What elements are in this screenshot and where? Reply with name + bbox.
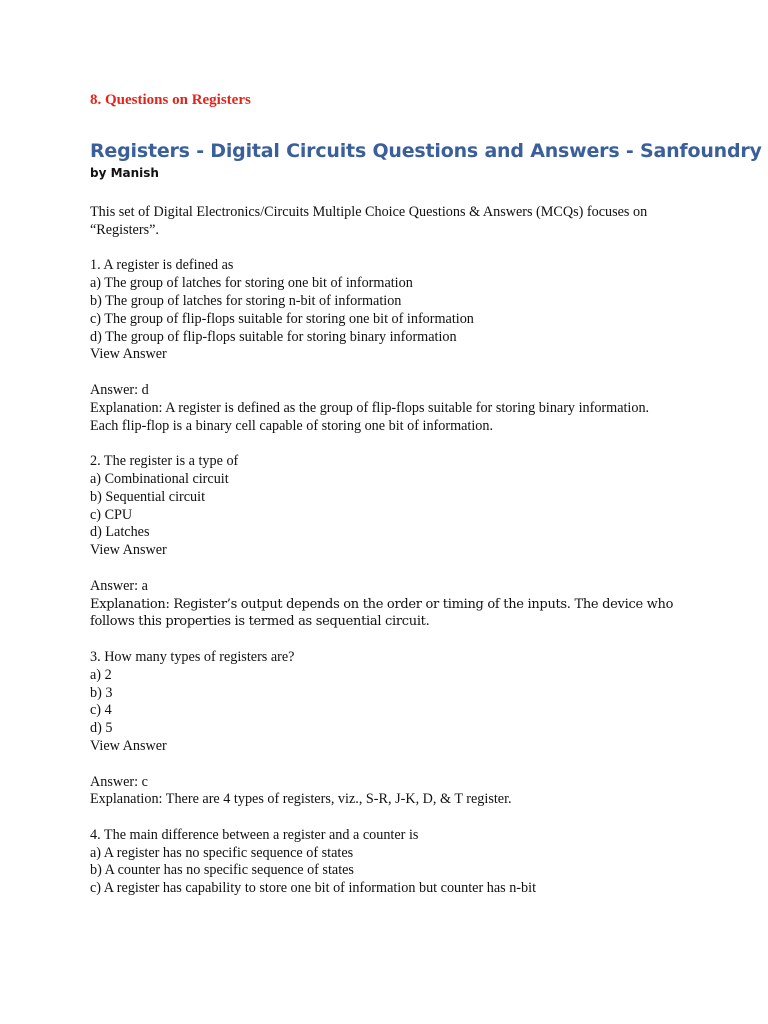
question-2: 2. The register is a type of [90, 453, 239, 470]
question-2-answer: Answer: a [90, 577, 148, 594]
question-2-option-a: a) Combinational circuit [90, 470, 229, 487]
page-title: Registers - Digital Circuits Questions and Answers - Sanfoundry [90, 140, 762, 162]
question-3-option-c: c) 4 [90, 702, 112, 719]
question-1-view-answer: View Answer [90, 346, 167, 363]
question-4-option-c: c) A register has capability to store one bit of information but counter has n-bit [90, 880, 537, 897]
question-3-view-answer: View Answer [90, 737, 167, 754]
question-1-option-b: b) The group of latches for storing n-bit of information [90, 292, 402, 309]
question-3-option-b: b) 3 [90, 684, 113, 701]
question-4-option-b: b) A counter has no specific sequence of states [90, 862, 354, 879]
question-1-option-a: a) The group of latches for storing one bit of information [90, 275, 413, 292]
question-1-answer: Answer: d [90, 381, 149, 398]
section-heading: 8. Questions on Registers [90, 92, 251, 108]
question-2-view-answer: View Answer [90, 542, 167, 559]
question-3-option-d: d) 5 [90, 720, 113, 737]
question-4-option-a: a) A register has no specific sequence of states [90, 844, 354, 861]
question-1-explanation: Explanation: A register is defined as the group of flip-flops suitable for storing binary information. Each flip-flop is a binary cell capable of storing one bit of information. [90, 399, 650, 434]
question-3-explanation: Explanation: There are 4 types of registers, viz., S-R, J-K, D, & T register. [90, 791, 512, 808]
question-1-option-d: d) The group of flip-flops suitable for storing binary information [90, 328, 457, 345]
question-3-answer: Answer: c [90, 773, 148, 790]
question-2-option-d: d) Latches [90, 524, 150, 541]
question-3-option-a: a) 2 [90, 666, 112, 683]
question-2-option-b: b) Sequential circuit [90, 488, 206, 505]
author-byline: by Manish [90, 166, 159, 180]
question-2-explanation: Explanation: Register’s output depends on the order or timing of the inputs. The device who follows this properties is termed as sequential circuit. [90, 596, 674, 630]
intro-paragraph: This set of Digital Electronics/Circuits Multiple Choice Questions & Answers (MCQs) focuses on “Registers”. [90, 204, 648, 238]
document-body [90, 204, 680, 898]
question-1: 1. A register is defined as [90, 257, 234, 274]
question-3: 3. How many types of registers are? [90, 648, 295, 665]
question-4: 4. The main difference between a register and a counter is [90, 826, 419, 843]
question-1-option-c: c) The group of flip-flops suitable for storing one bit of information [90, 310, 474, 327]
question-2-option-c: c) CPU [90, 506, 133, 523]
